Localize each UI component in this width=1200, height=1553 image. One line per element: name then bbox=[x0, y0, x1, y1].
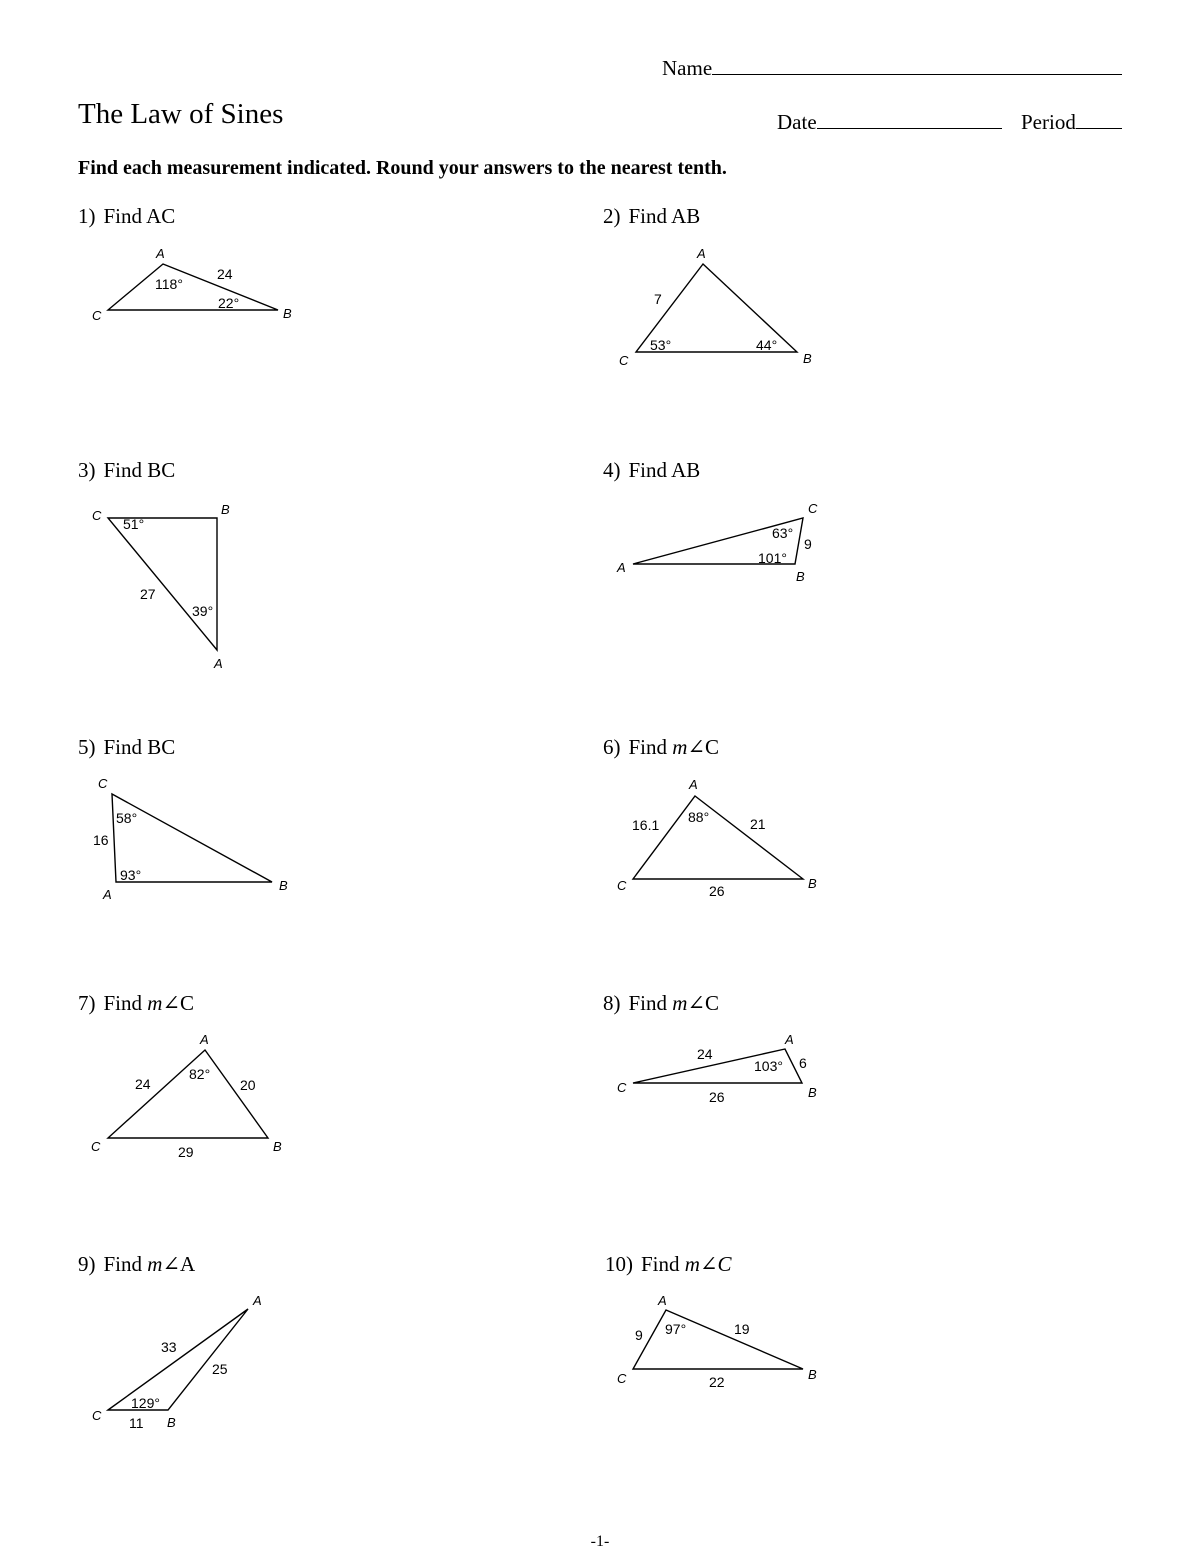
angle-label-b: 101° bbox=[758, 550, 787, 566]
problem-prompt: Find AC bbox=[103, 204, 176, 228]
angle-label-a: 93° bbox=[120, 867, 142, 883]
vertex-label-b: B bbox=[808, 876, 817, 891]
vertex-label-b: B bbox=[796, 569, 805, 584]
measure-symbol: m bbox=[147, 991, 163, 1015]
name-label: Name bbox=[662, 56, 713, 80]
prompt-text: Find bbox=[103, 1252, 148, 1276]
problem-number: 1) bbox=[78, 204, 96, 228]
prompt-angle: ∠A bbox=[162, 1252, 196, 1276]
vertex-label-a: A bbox=[156, 246, 165, 261]
vertex-label-b: B bbox=[279, 878, 288, 893]
problem-number: 4) bbox=[603, 458, 621, 482]
vertex-label-c: C bbox=[92, 308, 102, 323]
prompt-text: Find bbox=[628, 735, 673, 759]
side-label-bc: 26 bbox=[709, 883, 725, 899]
measure-symbol: m bbox=[147, 1252, 163, 1276]
measure-symbol: m bbox=[672, 735, 688, 759]
side-label-ab: 24 bbox=[217, 266, 233, 282]
triangle-outline bbox=[633, 1310, 803, 1369]
angle-label-a: 88° bbox=[688, 809, 710, 825]
vertex-label-b: B bbox=[283, 306, 292, 321]
side-label-ab: 25 bbox=[212, 1361, 228, 1377]
vertex-label-a: A bbox=[785, 1032, 794, 1047]
problem-number: 6) bbox=[603, 735, 621, 759]
vertex-label-a: A bbox=[617, 560, 626, 575]
vertex-label-b: B bbox=[803, 351, 812, 366]
problem-number: 3) bbox=[78, 458, 96, 482]
prompt-text: Find bbox=[641, 1252, 685, 1276]
vertex-label-c: C bbox=[617, 1371, 627, 1386]
side-label-ac: 16 bbox=[93, 832, 109, 848]
problem-prompt: Find BC bbox=[103, 735, 176, 759]
vertex-label-b: B bbox=[808, 1367, 817, 1382]
vertex-label-b: B bbox=[221, 502, 230, 517]
vertex-label-a: A bbox=[200, 1032, 209, 1047]
side-label-ac: 16.1 bbox=[632, 817, 660, 833]
vertex-label-c: C bbox=[98, 776, 108, 791]
vertex-label-b: B bbox=[273, 1139, 282, 1154]
vertex-label-a: A bbox=[658, 1293, 667, 1308]
side-label-ab: 19 bbox=[734, 1321, 750, 1337]
problem-number: 7) bbox=[78, 991, 96, 1015]
problem-number: 2) bbox=[603, 204, 621, 228]
angle-label-b: 22° bbox=[218, 295, 240, 311]
vertex-label-a: A bbox=[214, 656, 223, 671]
problem-number: 9) bbox=[78, 1252, 96, 1276]
vertex-label-b: B bbox=[808, 1085, 817, 1100]
measure-symbol: m bbox=[684, 1252, 700, 1276]
angle-label-a: 103° bbox=[754, 1058, 783, 1074]
side-label-ac: 7 bbox=[654, 291, 662, 307]
vertex-label-c: C bbox=[617, 1080, 627, 1095]
angle-label-a: 118° bbox=[155, 276, 183, 292]
side-label-ac: 24 bbox=[697, 1046, 713, 1062]
vertex-label-c: C bbox=[617, 878, 627, 893]
side-label-bc: 11 bbox=[129, 1415, 144, 1431]
side-label-ac: 27 bbox=[140, 586, 156, 602]
vertex-label-b: B bbox=[167, 1415, 176, 1430]
side-label-bc: 26 bbox=[709, 1089, 725, 1105]
vertex-label-a: A bbox=[697, 246, 706, 261]
vertex-label-c: C bbox=[92, 508, 102, 523]
side-label-bc: 9 bbox=[804, 536, 812, 552]
angle-label-c: 53° bbox=[650, 337, 672, 353]
prompt-angle: ∠C bbox=[687, 991, 720, 1015]
side-label-ac: 9 bbox=[635, 1327, 643, 1343]
angle-label-a: 82° bbox=[189, 1066, 211, 1082]
worksheet-title: The Law of Sines bbox=[78, 98, 284, 130]
angle-label-c: 51° bbox=[123, 516, 145, 532]
vertex-label-a: A bbox=[689, 777, 698, 792]
side-label-ab: 6 bbox=[799, 1055, 807, 1071]
instructions: Find each measurement indicated. Round your answers to the nearest tenth. bbox=[78, 157, 727, 179]
period-label: Period bbox=[1021, 110, 1076, 134]
angle-label-a: 97° bbox=[665, 1321, 687, 1337]
vertex-label-a: A bbox=[103, 887, 112, 902]
problem-number: 10) bbox=[605, 1252, 633, 1276]
vertex-label-c: C bbox=[619, 353, 629, 368]
vertex-label-a: A bbox=[253, 1293, 262, 1308]
angle-label-a: 39° bbox=[192, 603, 214, 619]
problem-number: 5) bbox=[78, 735, 96, 759]
prompt-angle: ∠C bbox=[162, 991, 195, 1015]
problem-prompt: Find AB bbox=[628, 204, 701, 228]
page-number: -1- bbox=[590, 1533, 610, 1550]
measure-symbol: m bbox=[672, 991, 688, 1015]
prompt-text: Find bbox=[103, 991, 148, 1015]
vertex-label-c: C bbox=[808, 501, 818, 516]
date-label: Date bbox=[777, 110, 817, 134]
angle-label-b: 44° bbox=[756, 337, 778, 353]
side-label-ac: 33 bbox=[161, 1339, 177, 1355]
prompt-text: Find bbox=[628, 991, 673, 1015]
side-label-bc: 29 bbox=[178, 1144, 194, 1160]
angle-label-c: 58° bbox=[116, 810, 138, 826]
vertex-label-c: C bbox=[92, 1408, 102, 1423]
prompt-angle: ∠C bbox=[687, 735, 720, 759]
side-label-ab: 20 bbox=[240, 1077, 256, 1093]
problem-prompt: Find BC bbox=[103, 458, 176, 482]
prompt-angle: ∠C bbox=[699, 1252, 732, 1276]
problem-prompt: Find AB bbox=[628, 458, 701, 482]
angle-label-b: 129° bbox=[131, 1395, 160, 1411]
side-label-ab: 21 bbox=[750, 816, 766, 832]
vertex-label-c: C bbox=[91, 1139, 101, 1154]
angle-label-c: 63° bbox=[772, 525, 794, 541]
problem-number: 8) bbox=[603, 991, 621, 1015]
side-label-ac: 24 bbox=[135, 1076, 151, 1092]
side-label-bc: 22 bbox=[709, 1374, 725, 1390]
